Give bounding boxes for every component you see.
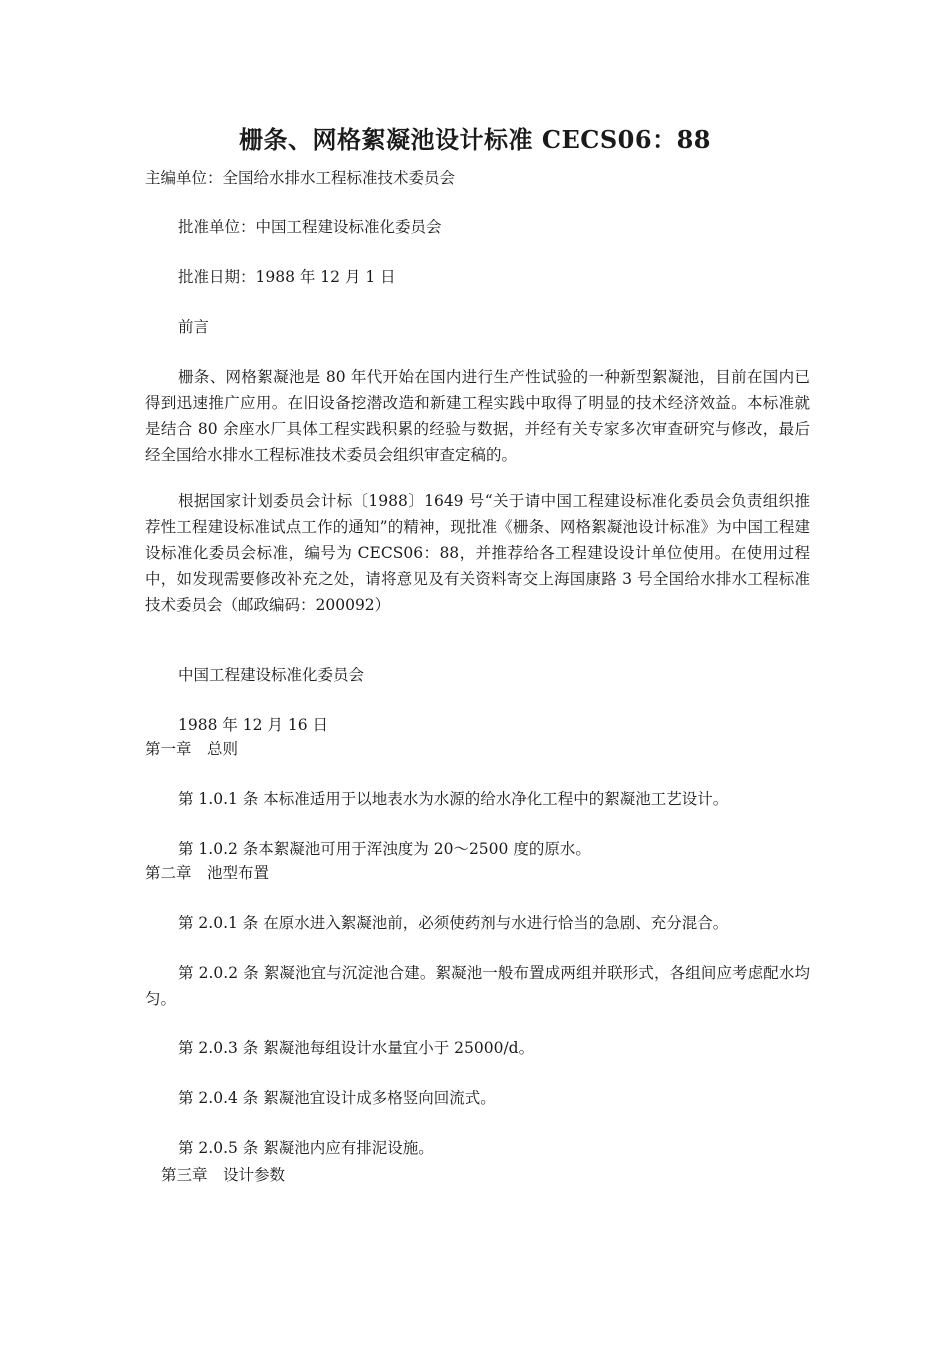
preface-heading: 前言 [178, 318, 210, 336]
signature-org: 中国工程建设标准化委员会 [178, 666, 365, 684]
approval-unit: 批准单位：中国工程建设标准化委员会 [178, 218, 442, 236]
chapter-3-heading: 第三章 设计参数 [161, 1166, 286, 1184]
preface-paragraph-1: 栅条、网格絮凝池是 80 年代开始在国内进行生产性试验的一种新型絮凝池，目前在国内已得到迅速推广应用。在旧设备挖潜改造和新建工程实践中取得了明显的技术经济效益。本标准就是结合 80 余座水厂具体工程实践积累的经验与数据，并经有关专家多次审查研究与修改，最后经全国给水排水工程标准技术委员会组织审查定稿的。 [145, 368, 810, 464]
document-title: 栅条、网格絮凝池设计标准 CECS06：88 [239, 125, 711, 154]
article-1-0-2: 第 1.0.2 条本絮凝池可用于浑浊度为 20～2500 度的原水。 [178, 840, 591, 858]
article-1-0-1: 第 1.0.1 条 本标准适用于以地表水为水源的给水净化工程中的絮凝池工艺设计。 [178, 790, 729, 808]
editor-unit: 主编单位：全国给水排水工程标准技术委员会 [145, 169, 456, 187]
article-2-0-1: 第 2.0.1 条 在原水进入絮凝池前，必须使药剂与水进行恰当的急剧、充分混合。 [178, 914, 729, 932]
preface-paragraph-2: 根据国家计划委员会计标〔1988〕1649 号“关于请中国工程建设标准化委员会负责组织推荐性工程建设标准试点工作的通知”的精神，现批准《栅条、网格絮凝池设计标准》为中国工程建设标准化委员会标准，编号为 CECS06：88，并推荐给各工程建设设计单位使用。在使用过程中，如发现需要修改补充之处，请将意见及有关资料寄交上海国康路 3 号全国给水排水工程标准技术委员会（邮政编码：200092） [145, 492, 810, 614]
signature-date: 1988 年 12 月 16 日 [178, 716, 329, 734]
approval-date: 批准日期：1988 年 12 月 1 日 [178, 268, 396, 286]
article-2-0-5: 第 2.0.5 条 絮凝池内应有排泥设施。 [178, 1139, 434, 1157]
chapter-1-heading: 第一章 总则 [145, 740, 239, 758]
article-2-0-3: 第 2.0.3 条 絮凝池每组设计水量宜小于 25000/d。 [178, 1039, 535, 1057]
article-2-0-4: 第 2.0.4 条 絮凝池宜设计成多格竖向回流式。 [178, 1089, 496, 1107]
article-2-0-2: 第 2.0.2 条 絮凝池宜与沉淀池合建。絮凝池一般布置成两组并联形式，各组间应考虑配水均匀。 [145, 964, 810, 1008]
chapter-2-heading: 第二章 池型布置 [145, 864, 270, 882]
